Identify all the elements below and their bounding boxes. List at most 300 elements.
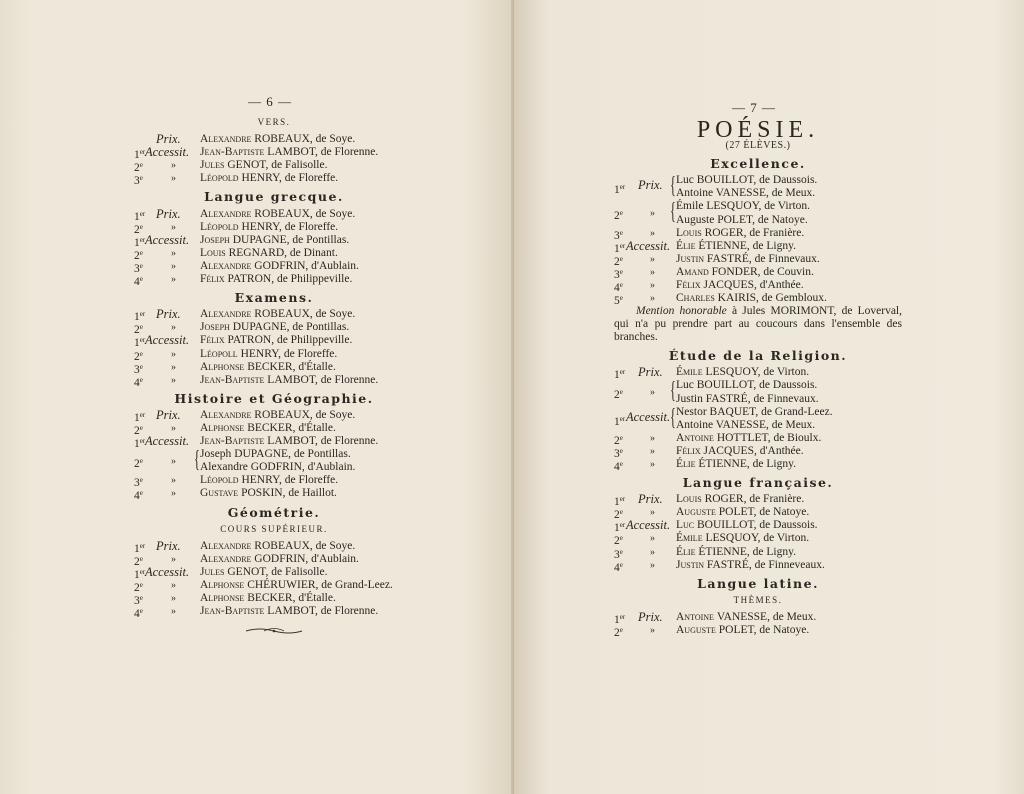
entry-rank: 2e [134, 161, 143, 175]
list-item [134, 409, 414, 422]
entry-prize: » [171, 606, 176, 618]
list-item [134, 247, 414, 260]
entry-prize: » [650, 625, 655, 636]
entry-prize: » [650, 227, 655, 239]
surname: FASTRÉ [706, 252, 749, 265]
entry-name-wrap [676, 445, 804, 458]
entry-rank: 1er [134, 336, 146, 350]
entry-name [676, 445, 804, 457]
entry-name-wrap [200, 566, 327, 579]
list-item [134, 348, 414, 361]
place: , de Soye. [309, 133, 356, 146]
entry-name [676, 624, 809, 636]
mention-label: Mention honorable [636, 305, 727, 318]
place: , de Finneveaux. [748, 558, 825, 571]
first-name: Joseph [200, 233, 233, 246]
section-heading: Langue grecque. [204, 189, 344, 205]
entry-name [200, 540, 355, 552]
list-item [614, 611, 902, 624]
entry-name [676, 532, 809, 544]
entry-prize: » [650, 559, 655, 571]
first-name: Antoine [676, 187, 716, 200]
entry-name-wrap [200, 422, 336, 435]
entry-prize: » [650, 253, 655, 265]
entry-prize: » [171, 260, 176, 272]
place: , de Philippeville. [271, 273, 353, 286]
entry-name-line [676, 379, 817, 392]
first-name: Justin [676, 392, 706, 405]
entry-prize: Prix. [156, 407, 181, 422]
entry-name-wrap [200, 348, 337, 361]
first-name: Jean-Baptiste [200, 373, 268, 386]
place: , de Floreffe. [278, 347, 338, 360]
entry-prize: Accessit. [145, 434, 190, 449]
entry-prize: Accessit. [145, 333, 190, 348]
entry-name-line [676, 393, 819, 406]
surname: DUPAGNE [232, 321, 287, 334]
entry-rank: 2e [134, 581, 143, 594]
list-item [614, 546, 902, 559]
entry-rank: 4e [134, 489, 143, 503]
brace-icon: { [194, 447, 200, 474]
entry-name [676, 458, 796, 470]
entry-rank: 1er [134, 310, 146, 324]
entry-name-wrap [676, 559, 825, 572]
entry-prize: Prix. [638, 609, 663, 624]
place: , de Daussois. [753, 379, 818, 392]
place: , de Virton. [757, 366, 810, 379]
entry-prize: » [171, 160, 176, 172]
page-title: POÉSIE. [696, 117, 820, 143]
entry-name [200, 409, 355, 421]
first-name: Jean-Baptiste [200, 605, 268, 618]
place: , de Natoye. [753, 624, 810, 636]
list-item [134, 234, 414, 247]
brace-icon: { [670, 173, 676, 200]
place: , d'Aublain. [305, 259, 359, 272]
surname: BECKER [247, 421, 293, 434]
section-heading: Langue latine. [697, 575, 819, 591]
entry-prize: Prix. [156, 307, 181, 322]
list-item [134, 474, 414, 490]
first-name: Alphonse [200, 592, 248, 605]
first-name: Élie [676, 457, 699, 470]
section-heading: Langue française. [682, 475, 834, 491]
surname: CHÉRUWIER [247, 579, 316, 591]
list-item [134, 273, 414, 289]
place: , de Ligny. [746, 545, 796, 558]
entry-name-wrap [200, 260, 359, 273]
surname: ÉTIENNE [698, 457, 747, 470]
list-item [134, 361, 414, 374]
entry-name [676, 506, 809, 518]
first-name: Antoine [676, 418, 716, 431]
surname: POSKIN [241, 487, 283, 500]
entry-prize: Prix. [156, 538, 181, 553]
section-heading: Étude de la Religion. [668, 348, 848, 364]
entry-prize: » [171, 593, 176, 605]
entry-prize: Prix. [638, 492, 663, 507]
first-name: Luc [676, 379, 697, 392]
entry-name [676, 214, 808, 226]
entry-name [200, 234, 349, 246]
entry-rank: 3e [134, 362, 143, 376]
entry-name-wrap [200, 247, 338, 260]
entry-rank: 1er [134, 437, 146, 451]
list-item [614, 458, 902, 471]
place: , de Florenne. [315, 435, 379, 448]
entry-rank: 2e [614, 254, 623, 268]
section-subtitle: THÈMES. [733, 594, 783, 605]
entry-rank: 1er [614, 414, 626, 428]
list-item [134, 566, 414, 579]
entry-name-wrap [200, 133, 355, 146]
surname: ROGER [704, 226, 744, 239]
first-name: Auguste [676, 506, 719, 519]
entry-name-wrap [200, 172, 338, 185]
first-name: Auguste [676, 213, 718, 226]
first-name: Alexandre [200, 539, 255, 552]
list-item [614, 174, 902, 200]
list-item [134, 434, 414, 451]
place: , de Pontillas. [288, 448, 351, 461]
entry-rank: 1er [614, 368, 626, 382]
entry-name-wrap [676, 266, 814, 279]
place: , de Virton. [757, 532, 810, 545]
entry-prize: » [171, 488, 176, 500]
entry-prize: » [171, 274, 176, 286]
entry-prize: » [650, 208, 655, 220]
entry-name-wrap [200, 334, 352, 347]
entry-name-wrap [200, 540, 355, 553]
entry-rank: 2e [134, 323, 143, 337]
list-item [614, 292, 902, 308]
entry-name [200, 172, 338, 184]
surname: GODFRIN [254, 552, 306, 565]
entry-prize: Accessit. [145, 232, 190, 247]
surname: POLET [717, 213, 753, 226]
place: , de Finnevaux. [748, 252, 820, 265]
surname: BOUILLOT [697, 519, 754, 532]
entry-name [200, 461, 355, 473]
entry-name [200, 553, 359, 565]
place: , de Soye. [309, 207, 356, 220]
entry-prize: » [171, 456, 176, 468]
entry-name [676, 393, 819, 405]
entry-name [200, 592, 336, 604]
entry-name-wrap [200, 234, 349, 247]
entry-name [200, 133, 355, 145]
first-name: Alphonse [200, 579, 248, 591]
surname: ROBEAUX [254, 308, 310, 321]
entry-rank: 2e [614, 209, 623, 223]
surname: ROBEAUX [254, 408, 310, 421]
surname: LESQUOY [706, 200, 759, 213]
surname: HENRY [241, 172, 279, 185]
place: , d'Aublain. [301, 461, 356, 474]
entry-name-wrap [200, 221, 338, 234]
entry-rank: 2e [134, 248, 143, 262]
entry-rank: 2e [134, 554, 143, 568]
mention-text: à Jules MORIMONT, de Loverval, qui n'a pu prendre part au coucours dans l'ensemble des branches. [614, 305, 902, 344]
surname: GENOT [227, 565, 266, 578]
entry-rank: 1er [614, 495, 626, 509]
entry-prize: » [650, 293, 655, 305]
entry-name-line [676, 187, 815, 200]
entry-prize: » [650, 387, 655, 399]
entry-rank: 2e [134, 349, 143, 363]
entry-name-wrap [200, 409, 355, 422]
list-item [134, 159, 414, 175]
entry-name [200, 448, 351, 460]
place: , de Meux. [766, 418, 816, 431]
entry-name [200, 273, 352, 285]
entry-rank: 1er [134, 410, 146, 424]
right-page [514, 0, 1024, 794]
place: , de Franière. [743, 226, 805, 239]
place: , de Meux. [766, 187, 816, 200]
entry-name [200, 334, 352, 346]
first-name: Justin [676, 558, 707, 571]
first-name: Félix [200, 334, 228, 347]
entry-name [200, 605, 378, 617]
entry-name-wrap [676, 519, 818, 532]
left-column [134, 114, 414, 640]
entry-name-wrap [676, 611, 816, 624]
surname: REGNARD [228, 246, 285, 259]
entry-name-wrap [676, 279, 804, 292]
entry-name-wrap [676, 546, 796, 559]
entry-rank: 1er [614, 183, 626, 197]
entry-name [676, 519, 818, 531]
list-item [614, 279, 902, 295]
list-item [614, 227, 902, 240]
first-name: Émile [676, 200, 707, 213]
page-number: — 6 — [248, 94, 292, 109]
list-item [614, 253, 902, 266]
entry-name-wrap [676, 506, 809, 519]
first-name: Amand [676, 265, 712, 278]
entry-rank: 4e [134, 275, 143, 289]
surname: PATRON [227, 334, 272, 347]
entry-rank: 3e [614, 446, 623, 460]
mention-paragraph [614, 305, 902, 344]
surname: BAQUET [709, 405, 756, 418]
entry-name-wrap [676, 458, 796, 471]
entry-prize: » [650, 445, 655, 457]
entry-prize: » [171, 322, 176, 334]
entry-name-wrap [200, 579, 393, 592]
place: , de Finnevaux. [747, 392, 819, 405]
place: , de Daussois. [753, 174, 818, 187]
entry-rank: 2e [614, 433, 623, 447]
entry-prize: Accessit. [626, 238, 671, 253]
entry-name-wrap [200, 435, 378, 448]
entry-name-line [676, 200, 810, 213]
place: , de Natoye. [752, 213, 808, 226]
first-name: Alphonse [200, 421, 248, 434]
list-item [614, 559, 902, 572]
place: , de Daussois. [753, 519, 818, 532]
page-number: — 7 — [732, 100, 776, 115]
entry-name [200, 374, 378, 386]
surname: JACQUES [703, 444, 754, 457]
list-item [134, 592, 414, 608]
entry-rank: 1er [614, 241, 626, 255]
entry-name-wrap [200, 159, 327, 172]
entry-prize: » [650, 546, 655, 558]
entry-name [200, 247, 338, 259]
surname: KAIRIS [717, 292, 757, 305]
place: , d'Aublain. [305, 552, 359, 565]
place: , de Pontillas. [286, 233, 350, 246]
entry-name-line [676, 214, 808, 227]
surname: PATRON [227, 273, 272, 286]
entry-rank: 1er [134, 541, 146, 555]
entry-name-line [676, 406, 833, 419]
entry-name [676, 227, 804, 239]
entry-name [200, 321, 349, 333]
surname: LESQUOY [705, 366, 758, 379]
list-item [614, 200, 902, 226]
entry-prize: Accessit. [145, 564, 190, 579]
first-name: Nestor [676, 405, 710, 418]
first-name: Jean-Baptiste [200, 146, 268, 159]
entry-rank: 1er [134, 148, 146, 162]
list-item [134, 208, 414, 221]
entry-name [676, 279, 804, 291]
first-name: Joseph [200, 448, 235, 461]
ornament-icon [134, 626, 414, 640]
surname: ROGER [704, 493, 744, 506]
first-name: Louis [200, 246, 229, 259]
entry-name [200, 487, 337, 499]
entry-name [676, 379, 817, 391]
entry-name [676, 559, 825, 571]
first-name: Élie [676, 545, 699, 558]
surname: DUPAGNE [232, 233, 287, 246]
list-item [134, 579, 414, 592]
entry-prize: » [650, 280, 655, 292]
entry-name [200, 422, 336, 434]
surname: LAMBOT [267, 373, 315, 386]
first-name: Gustave [200, 487, 242, 500]
entry-rank: 4e [134, 375, 143, 389]
surname: HENRY [241, 474, 279, 487]
first-name: Léopold [200, 172, 242, 185]
surname: POLET [718, 506, 754, 519]
entry-name [200, 566, 327, 578]
entry-name [676, 432, 821, 444]
surname: POLET [718, 624, 754, 636]
entry-name-wrap [676, 432, 821, 445]
entry-rank: 4e [134, 607, 143, 621]
entry-rank: 1er [614, 612, 626, 626]
brace-icon: { [670, 404, 676, 431]
list-item [614, 379, 902, 405]
entry-rank: 3e [614, 547, 623, 561]
entry-name [676, 366, 809, 378]
first-name: Jean-Baptiste [200, 435, 268, 448]
list-item [614, 492, 902, 509]
place: , de Grand-Leez. [755, 405, 833, 418]
entry-name [200, 159, 327, 171]
first-name: Alexandre [200, 207, 255, 220]
entry-prize: » [650, 432, 655, 444]
entry-name-wrap [200, 273, 352, 286]
surname: HOTTLET [716, 431, 768, 444]
entry-name-wrap [200, 308, 355, 321]
place: , de Floreffe. [278, 474, 339, 487]
entry-name [200, 579, 393, 591]
place: , de Dinant. [284, 246, 338, 259]
first-name: Félix [676, 444, 704, 457]
first-name: Louis [676, 493, 705, 506]
surname: HENRY [241, 220, 279, 233]
entry-name-wrap [676, 253, 820, 266]
entry-name-wrap [200, 553, 359, 566]
place: , de Florenne. [315, 605, 379, 618]
entry-prize: » [171, 361, 176, 373]
first-name: Félix [200, 273, 228, 286]
entry-name [200, 260, 359, 272]
entry-name-line [200, 461, 355, 474]
place: , de Floreffe. [278, 220, 339, 233]
first-name: Auguste [676, 624, 719, 636]
surname: GODFRIN [254, 259, 306, 272]
first-name: Alexandre [200, 408, 255, 421]
entry-name-wrap [200, 605, 378, 618]
entry-name-wrap [676, 227, 804, 240]
entry-name [676, 493, 804, 505]
place: , de Philippeville. [271, 334, 353, 347]
first-name: Léopold [200, 474, 242, 487]
place: , d'Étalle. [292, 421, 336, 434]
place: , de Gembloux. [756, 292, 827, 305]
list-item [134, 333, 414, 350]
first-name: Luc [676, 174, 697, 187]
list-item [614, 432, 902, 445]
first-name: Léopoll [200, 347, 241, 360]
entry-name [676, 546, 796, 558]
entry-name [200, 435, 378, 447]
entry-rank: 2e [614, 534, 623, 548]
entry-name [200, 348, 337, 360]
entry-prize: Accessit. [626, 518, 671, 533]
entry-name [676, 240, 796, 252]
entry-rank: 1er [134, 567, 146, 581]
entry-name [200, 208, 355, 220]
surname: GODFRIN [250, 461, 302, 474]
first-name: Luc [676, 519, 698, 532]
entry-rank: 3e [134, 261, 143, 275]
entry-name [676, 266, 814, 278]
first-name: Louis [676, 226, 705, 239]
place: , de Ligny. [746, 457, 796, 470]
entry-rank: 3e [134, 476, 143, 490]
first-name: Antoine [676, 431, 717, 444]
entry-rank: 1er [134, 235, 146, 249]
section-heading: Géométrie. [227, 504, 321, 520]
first-name: Émile [676, 532, 706, 545]
surname: FONDER [711, 265, 758, 278]
section-heading: Histoire et Géographie. [174, 390, 374, 406]
place: , de Soye. [309, 308, 356, 321]
section-subtitle: COURS SUPÉRIEUR. [220, 523, 328, 534]
surname: HENRY [240, 347, 279, 360]
entry-prize: » [171, 348, 176, 360]
entry-rank: 3e [134, 174, 143, 188]
